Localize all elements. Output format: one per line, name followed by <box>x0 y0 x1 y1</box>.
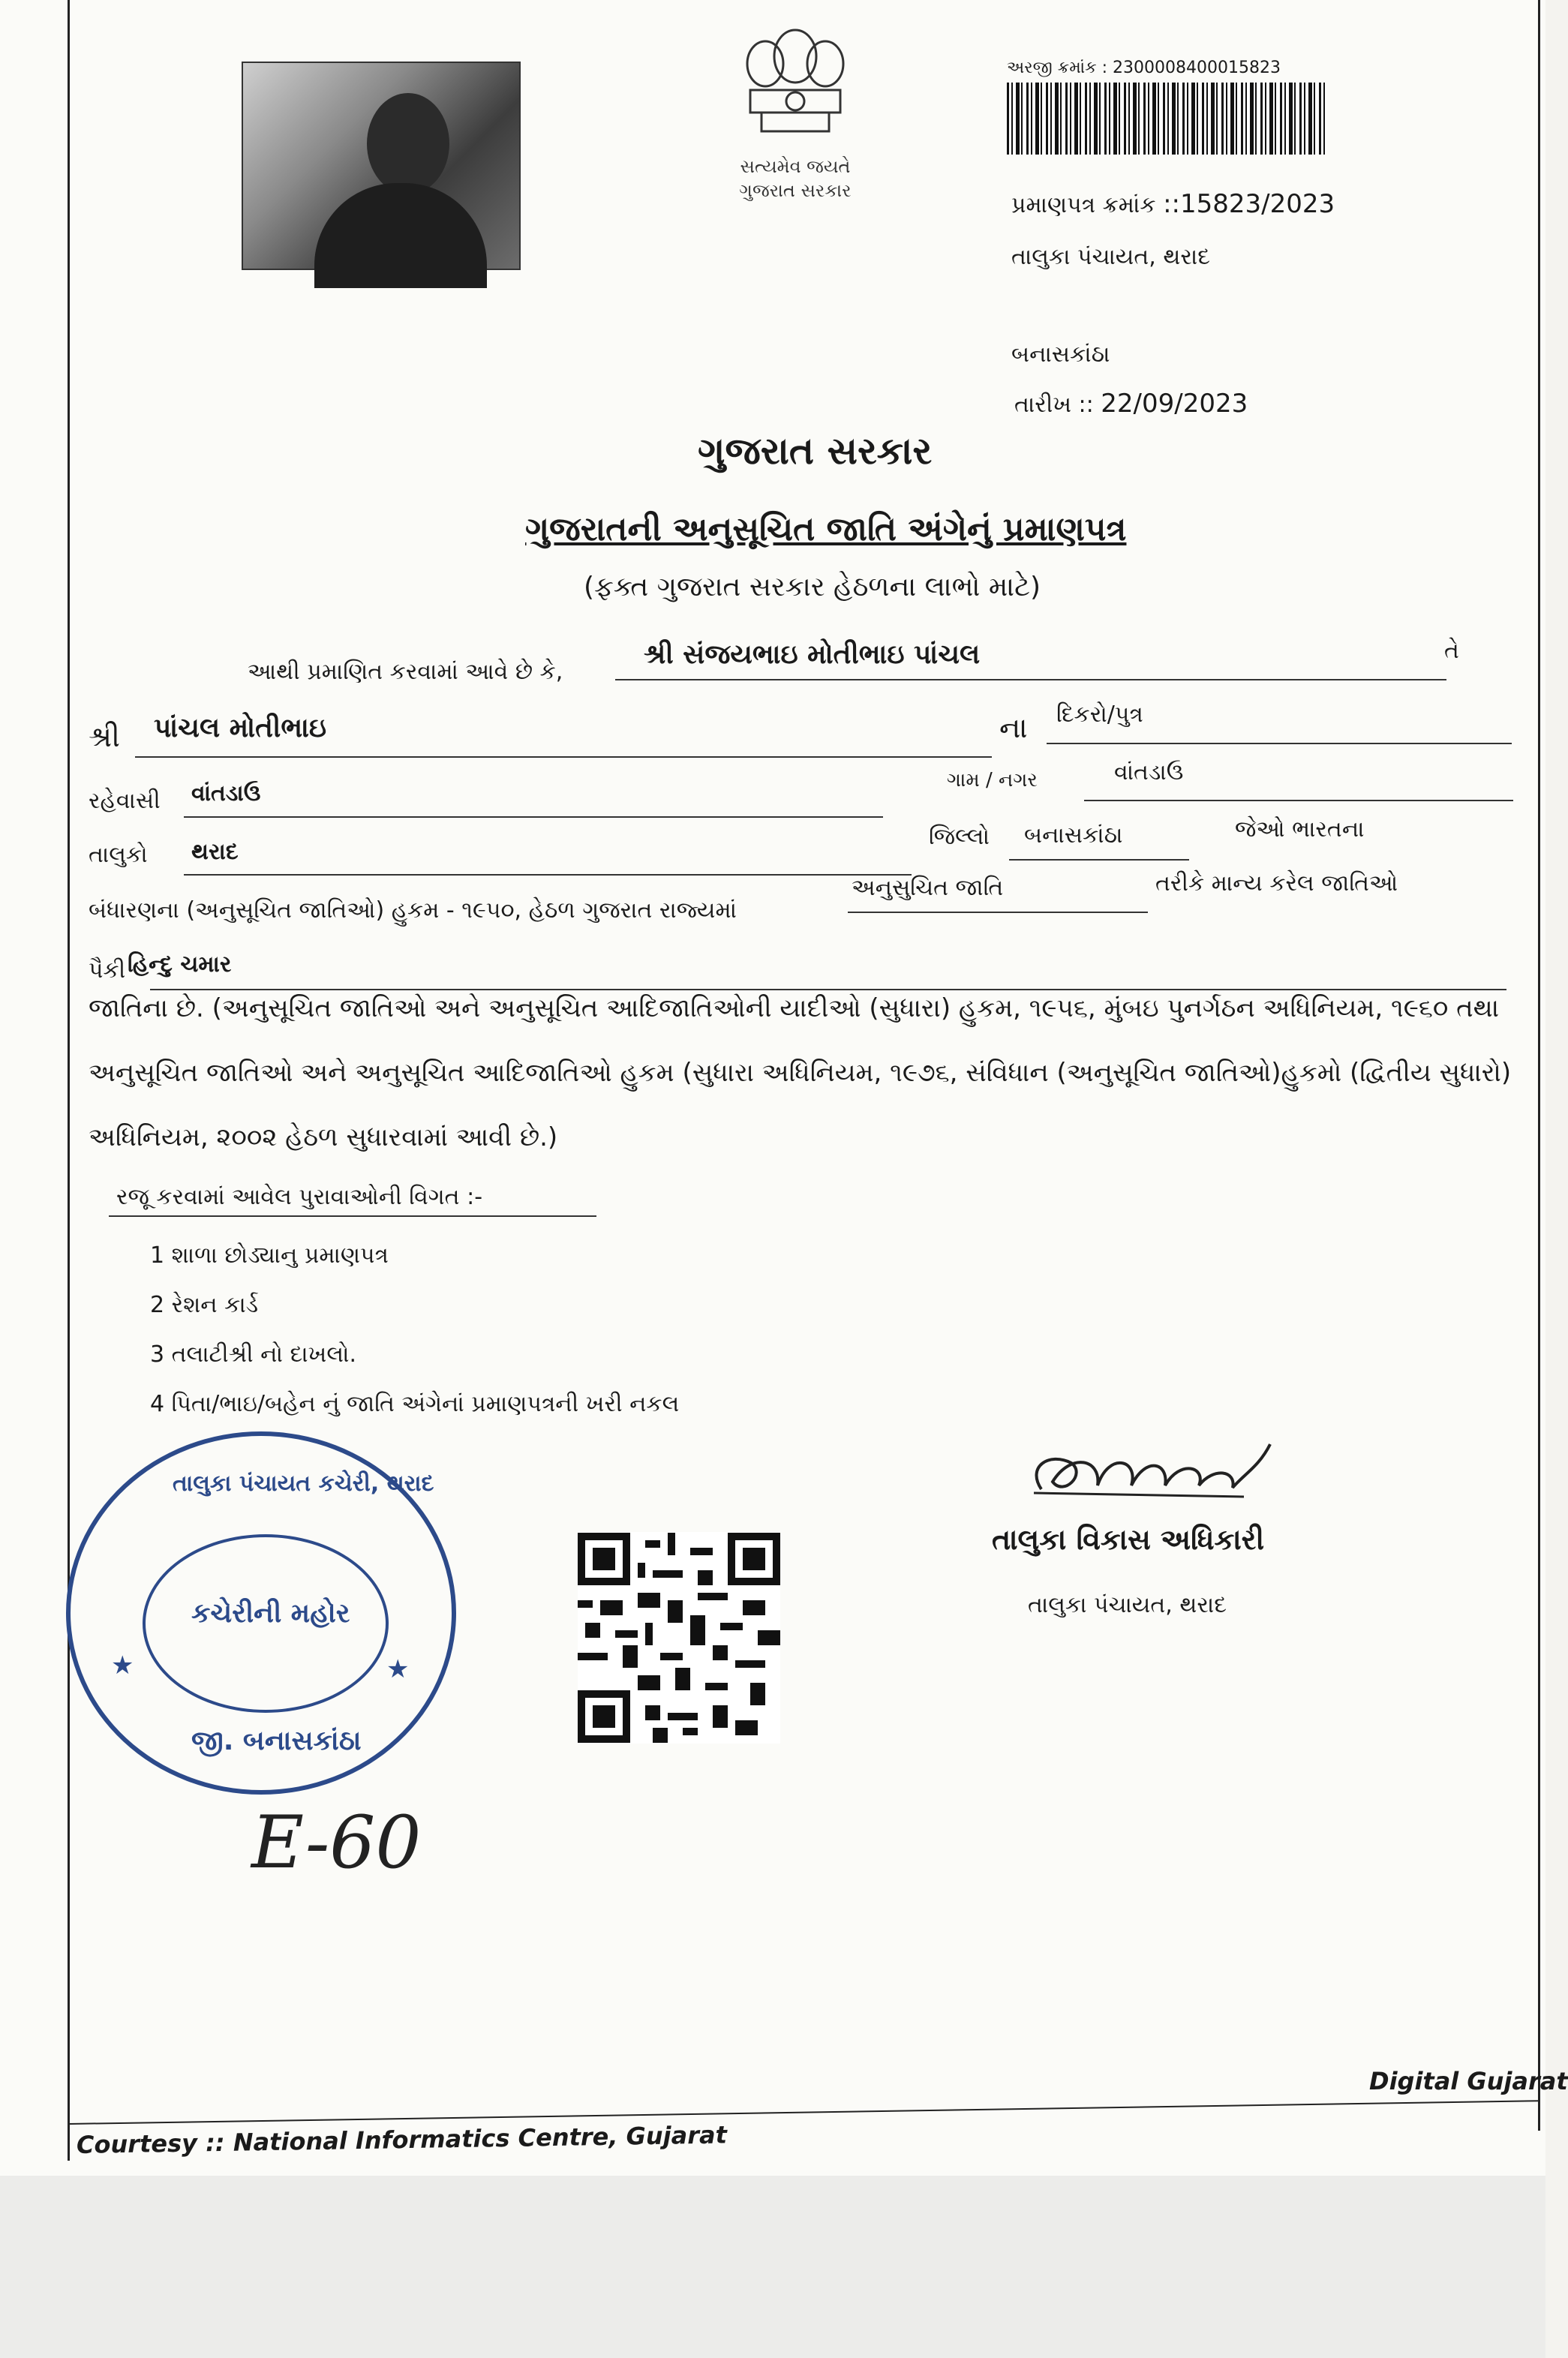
evidence-item: 2 રેશન કાર્ડ <box>150 1292 259 1318</box>
emblem-govt: ગુજરાત સરકાર <box>739 180 852 201</box>
certify-label: આથી પ્રમાણિત કરવામાં આવે છે કે, <box>248 659 563 685</box>
recognized-label: તરીકે માન્ય કરેલ જાતિઓ <box>1155 870 1398 897</box>
paragraph-line-3: અધિનિયમ, ૨૦૦૨ હેઠળ સુધારવામાં આવી છે.) <box>89 1122 558 1152</box>
resident-value: વાંતડાઉ <box>191 780 261 807</box>
district-header: બનાસકાંઠા <box>1011 341 1110 368</box>
signatory-office: તાલુકા પંચાયત, થરાદ <box>1028 1592 1227 1618</box>
application-number: અરજી ક્રમાંક : 2300008400015823 <box>1007 59 1281 77</box>
applicant-photo <box>242 62 521 270</box>
emblem-motto: સત્યમેવ જયતે <box>740 156 851 177</box>
officer-signature <box>1019 1422 1289 1527</box>
national-emblem-icon <box>720 15 870 158</box>
village-label: ગામ / નગર <box>947 769 1038 792</box>
footer-line <box>69 2100 1539 2125</box>
village-value: વાંતડાઉ <box>1114 759 1184 785</box>
certificate-no-value: ::15823/2023 <box>1163 189 1335 219</box>
na-label: ના <box>999 711 1028 744</box>
constitution-label: બંધારણના (અનુસૂચિત જાતિઓ) હુકમ - ૧૯૫૦, હેઠળ ગુજરાત રાજ્યમાં <box>89 897 737 924</box>
taluka-value: થરાદ <box>191 839 239 865</box>
seal-center-text: કચેરીની મહોર <box>191 1598 350 1629</box>
resident-label: રહેવાસી <box>89 788 161 814</box>
scan-margin <box>0 2176 1545 2358</box>
certificate-title: ગુજરાતની અનુસૂચિત જાતિ અંગેનું પ્રમાણપત્ર <box>525 510 1127 548</box>
father-name: પાંચલ મોતીભાઇ <box>154 713 327 743</box>
date-label: તારીખ :: <box>1014 392 1094 418</box>
seal-star-icon: ★ <box>111 1651 134 1681</box>
paragraph-line-2: અનુસૂચિત જાતિઓ અને અનુસૂચિત આદિજાતિઓ હુકમ (સુધારા અધિનિયમ, ૧૯૭૬, સંવિધાન (અનુસૂચિત જાતિઓ)હુકમો (દ્વિતીય સુધારો) <box>89 1058 1512 1088</box>
taluka-label: તાલુકો <box>89 842 148 868</box>
qr-code <box>578 1532 780 1744</box>
district-value: બનાસકાંઠા <box>1024 822 1123 849</box>
courtesy-label: Courtesy :: National Informatics Centre, Gujarat <box>76 2120 728 2159</box>
indian-label: જેઓ ભારતના <box>1235 816 1365 843</box>
office-header: તાલુકા પંચાયત, થરાદ <box>1011 244 1210 270</box>
certificate-subtitle: (ફક્ત ગુજરાત સરકાર હેઠળના લાભો માટે) <box>584 572 1041 602</box>
seal-bottom-text: જી. બનાસકાંઠા <box>191 1726 362 1756</box>
caste-value: હિન્દુ ચમાર <box>128 951 232 978</box>
district-label: જિલ્લો <box>929 824 990 850</box>
digital-gujarat-label: Digital Gujarat <box>1369 2067 1568 2095</box>
shri-label: શ્રી <box>89 720 120 753</box>
date-value: 22/09/2023 <box>1101 389 1248 419</box>
evidence-item: 4 પિતા/ભાઇ/બહેન નું જાતિ અંગેનાં પ્રમાણપત્રની ખરી નકલ <box>150 1391 680 1417</box>
left-border <box>68 0 70 2161</box>
applicant-name: શ્રી સંજયભાઇ મોતીભાઇ પાંચલ <box>644 639 981 670</box>
category-value: અનુસુચિત જાતિ <box>852 875 1004 901</box>
evidence-item: 1 શાળા છોડ્યાનુ પ્રમાણપત્ર <box>150 1242 389 1269</box>
paragraph-line-1: જાતિના છે. (અનુસૂચિત જાતિઓ અને અનુસૂચિત આદિજાતિઓની યાદીઓ (સુધારા) હુકમ, ૧૯૫૬, મુંબઇ પુનર્ગઠન અધિનિયમ, ૧૯૬૦ તથા <box>89 993 1500 1023</box>
seal-ring-text: તાલુકા પંચાયત કચેરી, થરાદ <box>173 1470 434 1497</box>
right-border <box>1538 0 1540 2131</box>
te-label: તે <box>1444 638 1459 664</box>
signatory-title: તાલુકા વિકાસ અધિકારી <box>992 1523 1265 1556</box>
govt-title: ગુજરાત સરકાર <box>698 429 933 473</box>
certificate-no-label: પ્રમાણપત્ર ક્રમાંક <box>1011 192 1156 218</box>
relation: દિકરો/પુત્ર <box>1056 701 1143 728</box>
seal-star-icon: ★ <box>386 1654 410 1684</box>
among-label: પૈકી <box>89 957 126 984</box>
evidence-heading: રજૂ કરવામાં આવેલ પુરાવાઓની વિગત :- <box>116 1184 483 1210</box>
handwritten-note: E-60 <box>251 1801 422 1885</box>
barcode <box>1007 83 1326 155</box>
evidence-item: 3 તલાટીશ્રી નો દાખલો. <box>150 1341 357 1368</box>
